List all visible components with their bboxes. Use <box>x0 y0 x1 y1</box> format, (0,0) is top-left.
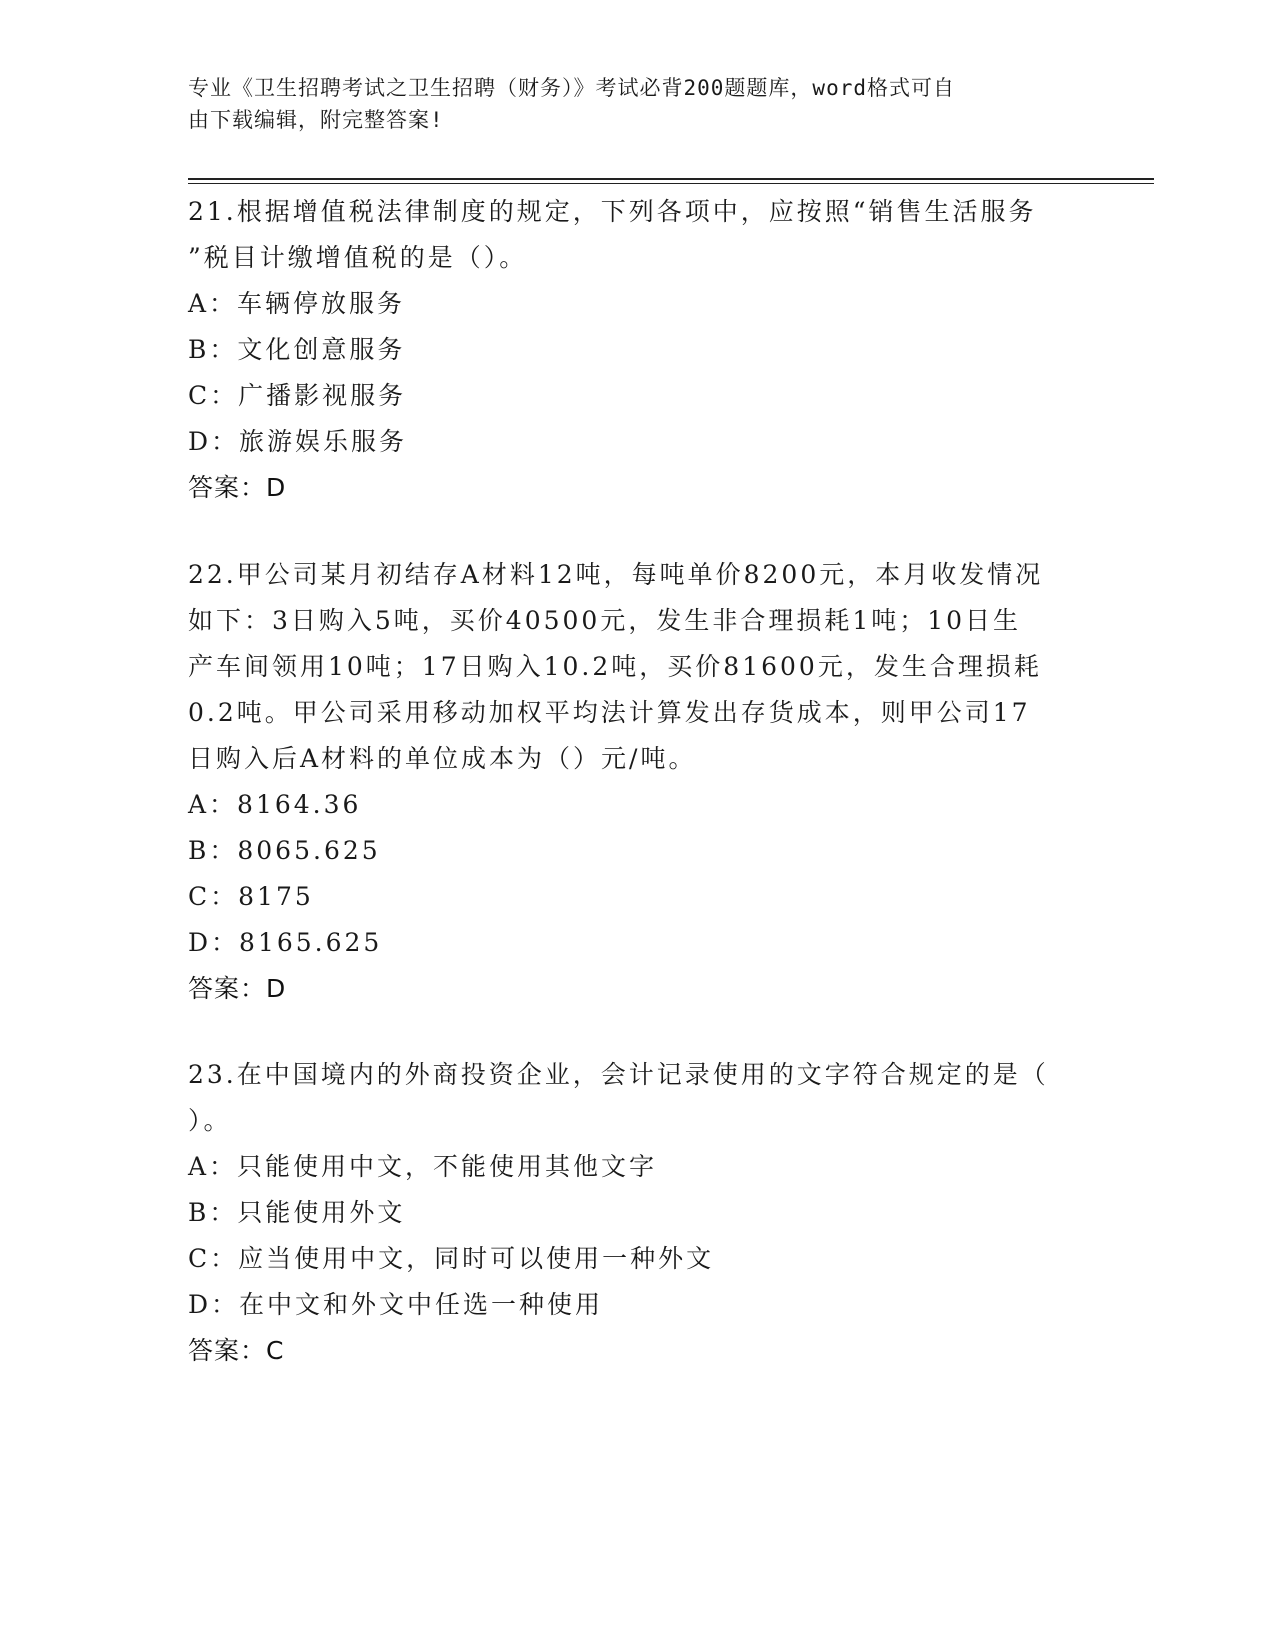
header-line-2: 由下载编辑，附完整答案! <box>188 108 444 132</box>
question-stem-line: 23.在中国境内的外商投资企业，会计记录使用的文字符合规定的是（ <box>188 1060 1049 1089</box>
question-stem-line: 日购入后A材料的单位成本为（）元/吨。 <box>188 744 697 773</box>
option-c: C：广播影视服务 <box>188 381 407 410</box>
option-a: A：车辆停放服务 <box>188 289 406 318</box>
header-divider-thick <box>188 178 1154 180</box>
option-d: D：8165.625 <box>188 928 383 957</box>
option-c: C：8175 <box>188 882 314 911</box>
question-stem-line: 22.甲公司某月初结存A材料12吨，每吨单价8200元，本月收发情况 <box>188 560 1044 589</box>
question-stem-line: ”税目计缴增值税的是（）。 <box>188 243 528 272</box>
option-d: D：旅游娱乐服务 <box>188 427 408 456</box>
option-b: B：文化创意服务 <box>188 335 406 364</box>
question-stem-line: 0.2吨。甲公司采用移动加权平均法计算发出存货成本，则甲公司17 <box>188 698 1031 727</box>
question-stem-line: 21.根据增值税法律制度的规定，下列各项中，应按照“销售生活服务 <box>188 197 1037 226</box>
header-divider-thin <box>188 183 1154 184</box>
option-a: A：8164.36 <box>188 790 362 819</box>
header-line-1: 专业《卫生招聘考试之卫生招聘（财务）》考试必背200题题库，word格式可自 <box>188 76 955 100</box>
answer-line: 答案：C <box>188 1336 285 1365</box>
option-b: B：8065.625 <box>188 836 381 865</box>
option-d: D：在中文和外文中任选一种使用 <box>188 1290 604 1319</box>
document-header <box>188 72 1068 136</box>
question-stem-line: ）。 <box>188 1106 232 1135</box>
option-b: B：只能使用外文 <box>188 1198 406 1227</box>
question-stem-line: 产车间领用10吨；17日购入10.2吨，买价81600元，发生合理损耗 <box>188 652 1042 681</box>
question-23 <box>188 1052 1088 1374</box>
option-c: C：应当使用中文，同时可以使用一种外文 <box>188 1244 715 1273</box>
option-a: A：只能使用中文，不能使用其他文字 <box>188 1152 658 1181</box>
answer-line: 答案：D <box>188 473 287 502</box>
question-22 <box>188 552 1088 1012</box>
question-stem-line: 如下：3日购入5吨，买价40500元，发生非合理损耗1吨；10日生 <box>188 606 1022 635</box>
question-21 <box>188 189 1088 511</box>
answer-line: 答案：D <box>188 974 287 1003</box>
